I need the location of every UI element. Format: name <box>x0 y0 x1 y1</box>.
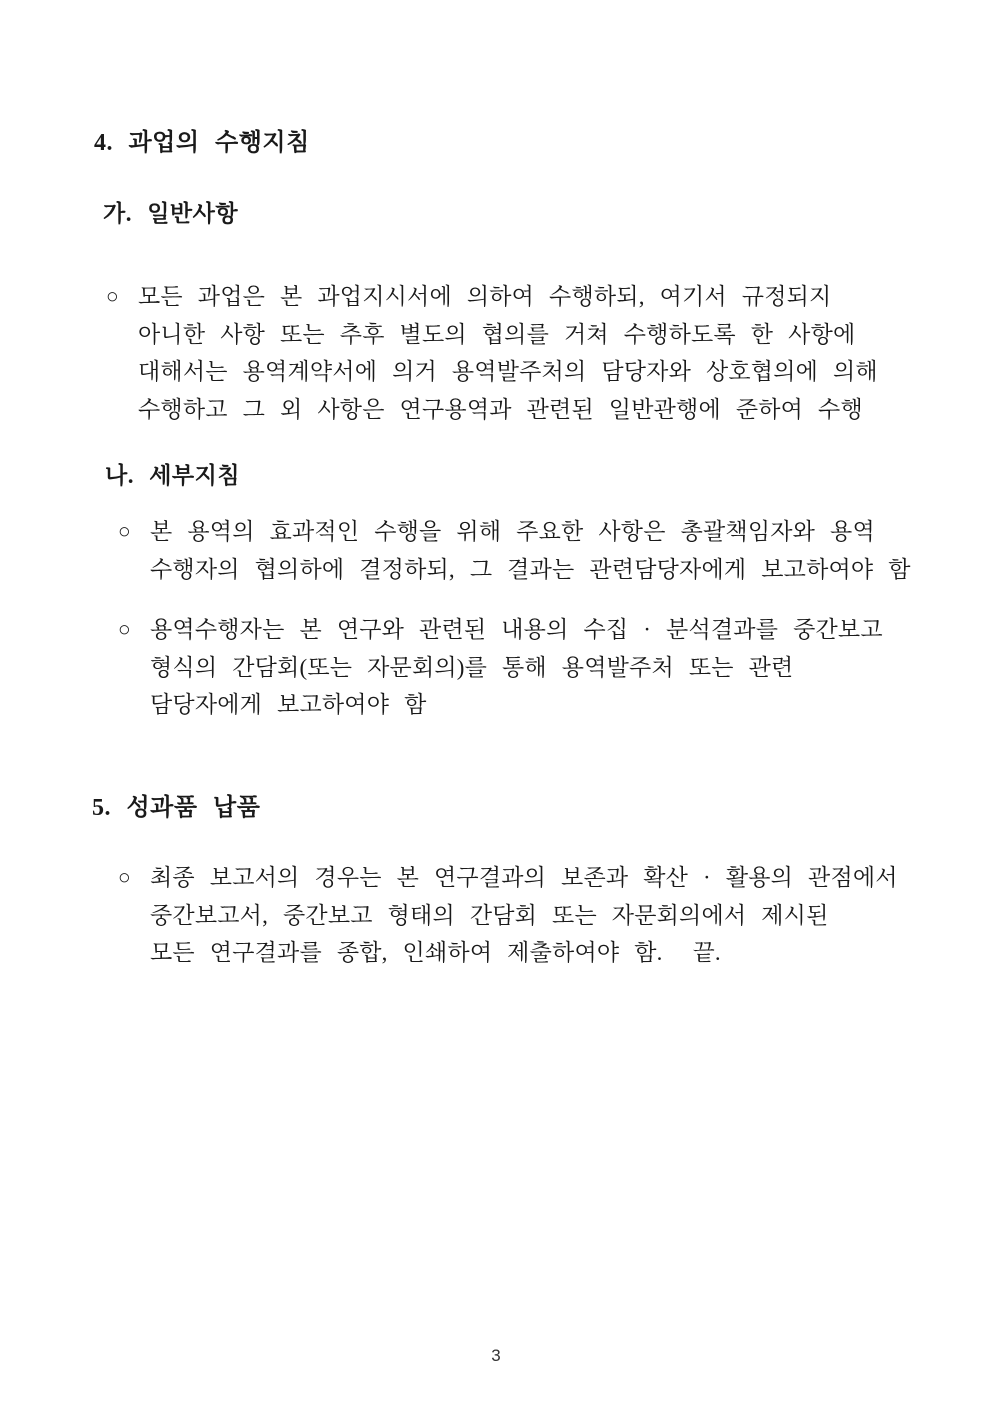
paragraph-line: 수행자의 협의하에 결정하되, 그 결과는 관련담당자에게 보고하여야 함 <box>150 556 911 582</box>
section-5-heading: 5. 성과품 납품 <box>92 795 261 821</box>
paragraph-line: 형식의 간담회(또는 자문회의)를 통해 용역발주처 또는 관련 <box>150 654 794 680</box>
paragraph-line: 모든 연구결과를 종합, 인쇄하여 제출하여야 함. 끝. <box>150 940 721 965</box>
paragraph <box>138 278 916 428</box>
paragraph-line: 대해서는 용역계약서에 의거 용역발주처의 담당자와 상호협의에 의해 <box>138 359 878 384</box>
deliverable-bullet-1 <box>118 859 918 972</box>
paragraph <box>150 611 918 724</box>
paragraph <box>150 859 918 972</box>
subsection-ga-heading: 가. 일반사항 <box>103 201 239 226</box>
page-number: 3 <box>491 1346 501 1365</box>
paragraph-line: 최종 보고서의 경우는 본 연구결과의 보존과 확산 · 활용의 관점에서 <box>150 865 898 890</box>
paragraph-line: 아니한 사항 또는 추후 별도의 협의를 거쳐 수행하도록 한 사항에 <box>138 321 856 347</box>
paragraph-line: 중간보고서, 중간보고 형태의 간담회 또는 자문회의에서 제시된 <box>150 902 829 928</box>
paragraph-line: 용역수행자는 본 연구와 관련된 내용의 수집 · 분석결과를 중간보고 <box>150 617 883 642</box>
paragraph-line: 담당자에게 보고하여야 함 <box>150 692 427 717</box>
circle-bullet-icon: ○ <box>106 284 119 308</box>
circle-bullet-icon: ○ <box>118 865 131 889</box>
detail-bullet-2 <box>118 611 918 724</box>
paragraph <box>150 513 918 588</box>
paragraph-line: 수행하고 그 외 사항은 연구용역과 관련된 일반관행에 준하여 수행 <box>138 396 863 422</box>
paragraph-line: 모든 과업은 본 과업지시서에 의하여 수행하되, 여기서 규정되지 <box>138 284 832 309</box>
circle-bullet-icon: ○ <box>118 519 131 543</box>
section-4-heading: 4. 과업의 수행지침 <box>94 130 310 156</box>
general-bullet-1 <box>106 278 916 428</box>
circle-bullet-icon: ○ <box>118 617 131 641</box>
subsection-na-heading: 나. 세부지침 <box>105 463 241 488</box>
paragraph-line: 본 용역의 효과적인 수행을 위해 주요한 사항은 총괄책임자와 용역 <box>150 519 875 544</box>
detail-bullet-1 <box>118 513 918 588</box>
